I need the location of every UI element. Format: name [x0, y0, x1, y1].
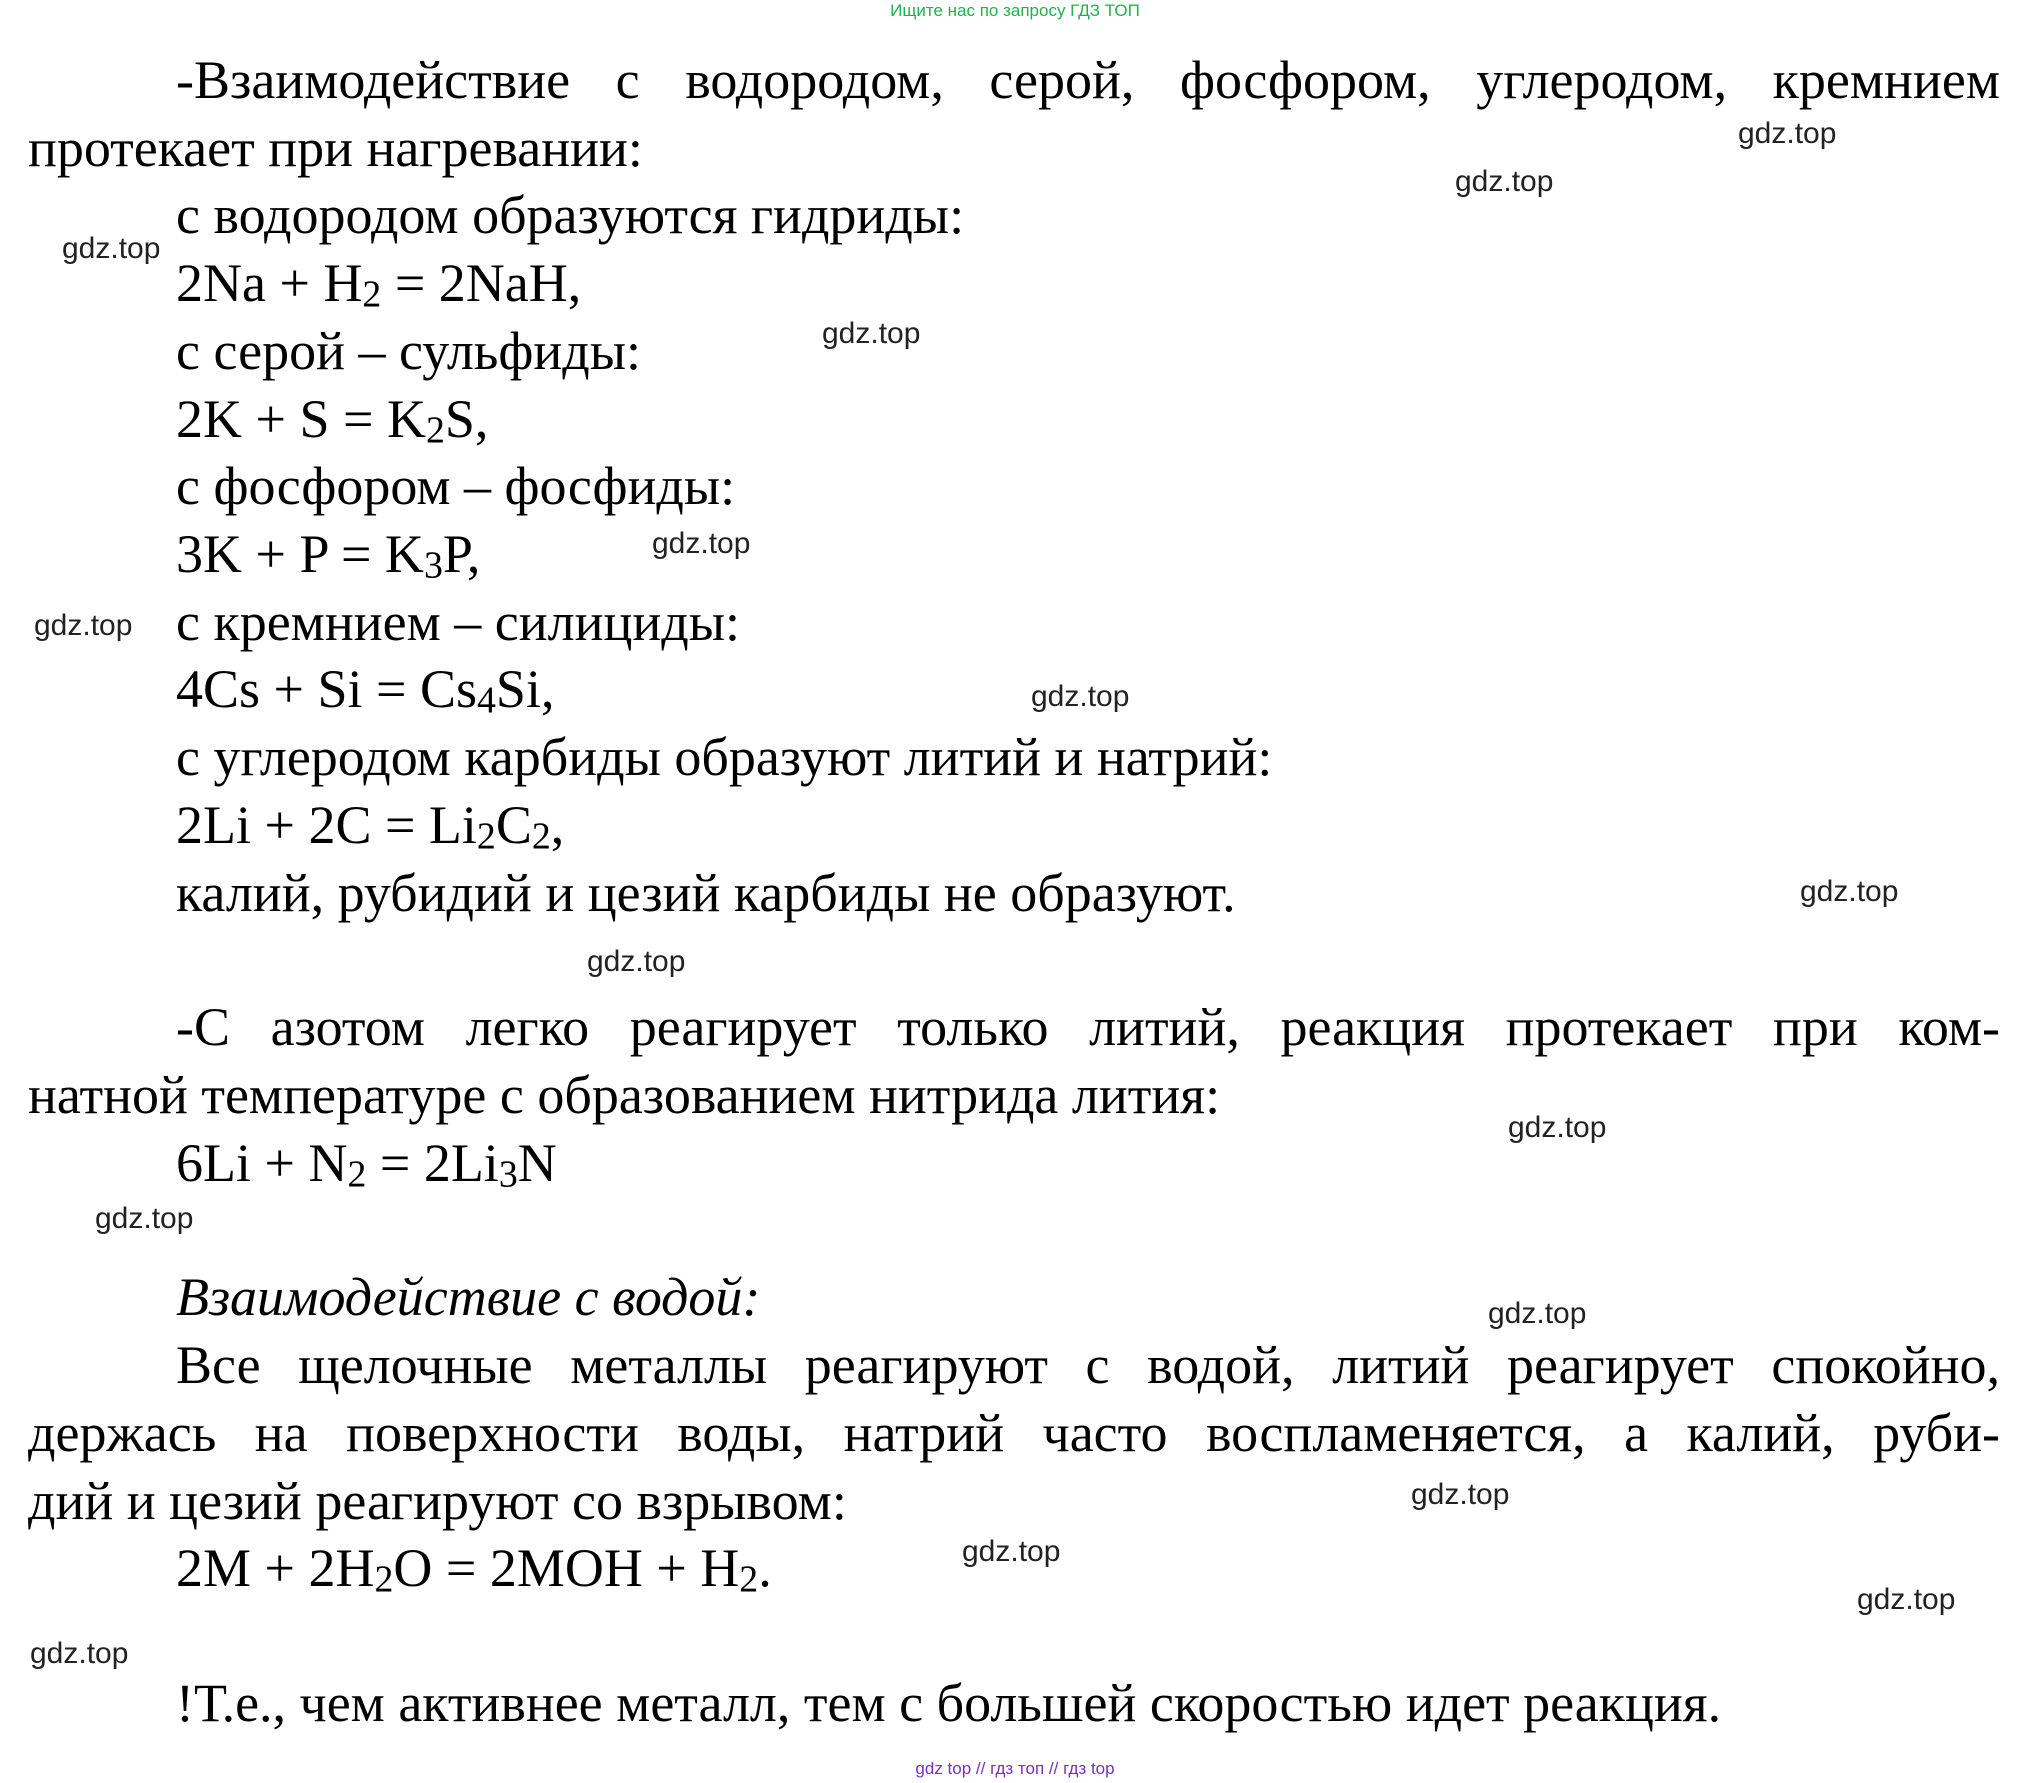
section3-paragraph-line1: Все щелочные металлы реагируют с водой, литий реагирует спокойно, [176, 1335, 2000, 1395]
equation-phosphide: $3K + P = K_3P$, [176, 524, 481, 587]
carbon-text: с углеродом карбиды образуют литий и натрий: [176, 727, 1273, 787]
equation-sulfide: $2K + S = K_2S$, [176, 389, 489, 452]
watermark: gdz.top [1455, 165, 1554, 198]
equation-carbide: $2Li + 2C = Li_2C_2$, [176, 795, 565, 858]
footer-banner: gdz top // гдз топ // гдз top [915, 1759, 1115, 1778]
watermark: gdz.top [95, 1202, 194, 1235]
section1-paragraph-line2: протекает при нагревании: [28, 118, 643, 178]
equation-nitride: $6Li + N_2 = 2Li_3N$ [176, 1133, 557, 1196]
watermark: gdz.top [34, 609, 133, 642]
watermark: gdz.top [652, 527, 751, 560]
sulfur-text: с серой – сульфиды: [176, 321, 642, 381]
watermark: gdz.top [822, 317, 921, 350]
watermark: gdz.top [30, 1637, 129, 1670]
equation-silicide: $4Cs + Si = Cs_4Si$, [176, 659, 555, 722]
section3-paragraph-line2: держась на поверхности воды, натрий часто воспламеняется, а калий, руби- [28, 1403, 2000, 1463]
section2-paragraph-line2: натной температуре с образованием нитрида лития: [28, 1065, 1221, 1125]
water-heading: Взаимодействие с водой: [176, 1267, 761, 1327]
watermark: gdz.top [1508, 1111, 1607, 1144]
watermark: gdz.top [1857, 1583, 1956, 1616]
watermark: gdz.top [1411, 1478, 1510, 1511]
equation-hydride: $2Na + H_2 = 2NaH$, [176, 253, 582, 316]
watermark: gdz.top [1738, 117, 1837, 150]
section3-paragraph-line3: дий и цезий реагируют со взрывом: [28, 1471, 847, 1531]
watermark: gdz.top [62, 232, 161, 265]
section2-paragraph-line1: -С азотом легко реагирует только литий, реакция протекает при ком- [176, 997, 2000, 1057]
phosphorus-text: с фосфором – фосфиды: [176, 456, 736, 516]
watermark: gdz.top [962, 1535, 1061, 1568]
hydrogen-text: с водородом образуются гидриды: [176, 185, 965, 245]
watermark: gdz.top [587, 945, 686, 978]
conclusion-text: !Т.е., чем активнее металл, тем с большей скоростью идет реакция. [176, 1673, 1722, 1733]
header-banner: Ищите нас по запросу ГДЗ ТОП [890, 1, 1140, 20]
section1-paragraph-line1: -Взаимодействие с водородом, серой, фосфором, углеродом, кремнием [176, 50, 2000, 110]
watermark: gdz.top [1800, 875, 1899, 908]
watermark: gdz.top [1488, 1297, 1587, 1330]
silicon-text: с кремнием – силициды: [176, 592, 741, 652]
equation-water: $2M + 2H_2O = 2MOH + H_2$. [176, 1538, 772, 1601]
watermark: gdz.top [1031, 680, 1130, 713]
no-carbide-text: калий, рубидий и цезий карбиды не образуют. [176, 863, 1236, 923]
